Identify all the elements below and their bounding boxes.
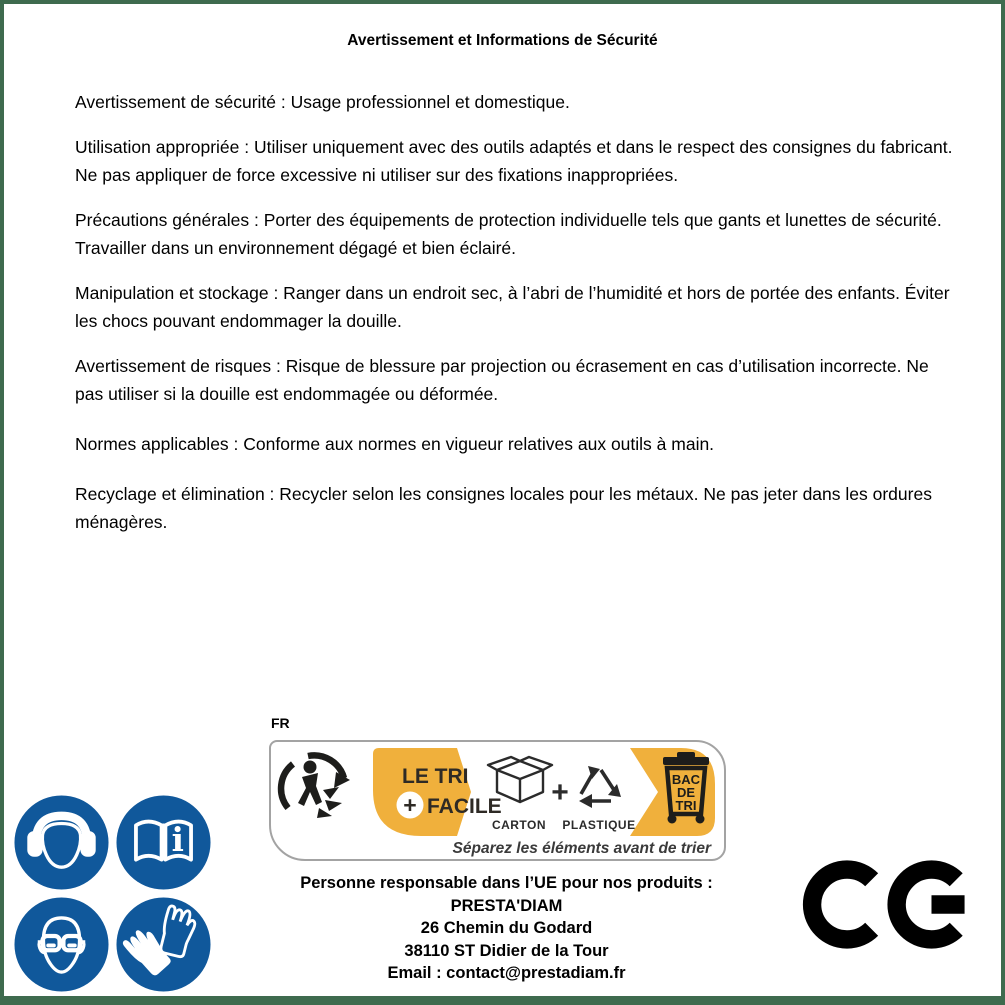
country-code-label: FR [271, 715, 290, 731]
ce-marking-graphic [801, 855, 971, 954]
mandatory-safety-icons [14, 795, 211, 992]
recycling-sorting-banner [269, 740, 726, 861]
paragraph-general-precautions: Précautions générales : Porter des équipements de protection individuelle tels que gants et lunettes de sécurité. Travailler dans un environnement dégagé et bien éclairé. [75, 210, 942, 258]
bac-de-tri-icon [663, 752, 709, 824]
eu-responsible-block [254, 872, 759, 985]
read-manual-icon [116, 795, 211, 890]
responsible-intro: Personne responsable dans l’UE pour nos produits : [300, 874, 713, 892]
paragraph-appropriate-use: Utilisation appropriée : Utiliser uniquement avec des outils adaptés et dans le respect des consignes du fabricant. Ne pas appliquer de force excessive ni utiliser sur des fixations inappropriées. [75, 137, 953, 185]
page-title: Avertissement et Informations de Sécurité [347, 32, 658, 49]
recycling-banner-graphic [271, 742, 724, 859]
material-plastique-label: PLASTIQUE [562, 818, 636, 832]
material-carton-label: CARTON [491, 818, 547, 832]
triman-icon [281, 755, 350, 818]
contact-email: Email : contact@prestadiam.fr [387, 964, 626, 982]
address-street: 26 Chemin du Godard [420, 919, 593, 937]
hand-protection-icon [116, 897, 211, 992]
plus-badge: + [403, 792, 417, 818]
ce-letter-c [812, 870, 872, 940]
paragraph-safety-warning: Avertissement de sécurité : Usage professionnel et domestique. [75, 92, 570, 112]
svg-text:i: i [171, 821, 184, 860]
company-name: PRESTA'DIAM [450, 896, 563, 915]
safety-text [75, 88, 955, 553]
address-city: 38110 ST Didier de la Tour [404, 941, 609, 960]
bin-label-line3: TRI [675, 798, 697, 813]
bin-label-line1: BAC [671, 772, 701, 787]
materials-plus: + [551, 776, 569, 809]
sorting-tagline: Séparez les éléments avant de trier [452, 840, 711, 857]
paragraph-handling-storage: Manipulation et stockage : Ranger dans un endroit sec, à l’abri de l’humidité et hors de portée des enfants. Éviter les chocs pouvant endommager la douille. [75, 283, 950, 331]
paragraph-standards: Normes applicables : Conforme aux normes en vigueur relatives aux outils à main. [75, 434, 715, 454]
headline-le-tri: LE TRI [402, 765, 469, 788]
eye-protection-icon [14, 897, 109, 992]
headline-facile: FACILE [427, 795, 502, 818]
hearing-protection-icon [14, 795, 109, 890]
bin-label-line2: DE [676, 785, 696, 800]
paragraph-risk-warning: Avertissement de risques : Risque de blessure par projection ou écrasement en cas d’utilisation incorrecte. Ne pas utiliser si la douille est endommagée ou déformée. [75, 356, 929, 404]
paragraph-recycling: Recyclage et élimination : Recycler selon les consignes locales pour les métaux. Ne pas jeter dans les ordures ménagères. [75, 484, 932, 532]
ce-marking [801, 855, 971, 954]
